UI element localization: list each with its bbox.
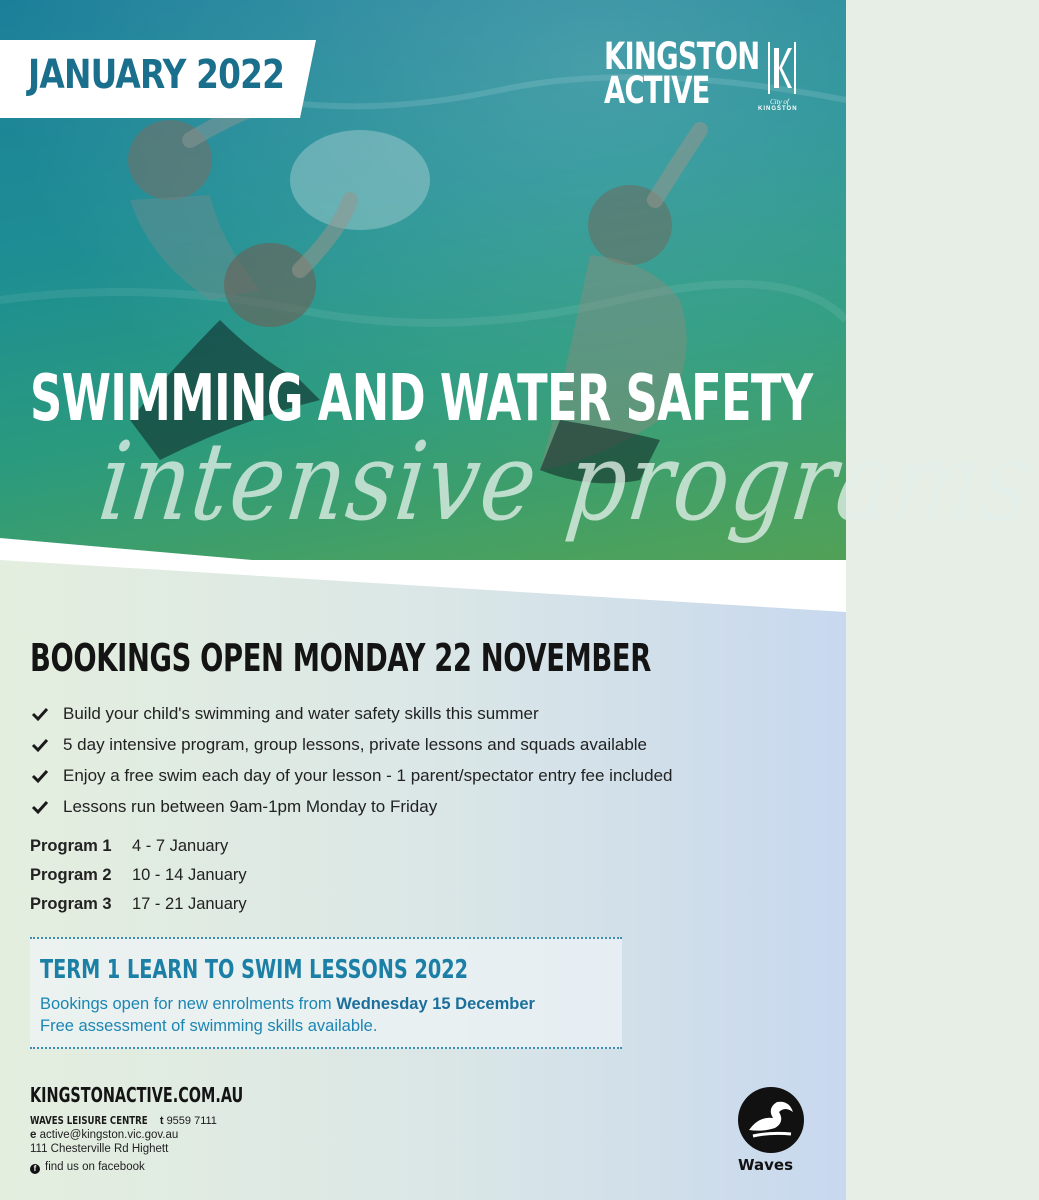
section-top-edge (0, 560, 846, 640)
waves-label: Waves (738, 1156, 794, 1174)
list-item (30, 698, 673, 729)
program-dates (30, 832, 247, 919)
program-label: Program 1 (30, 837, 112, 855)
logo-kingston-small: KINGSTON (758, 106, 798, 112)
list-item-text: Enjoy a free swim each day of your lesson - 1 parent/spectator entry fee included (63, 765, 673, 785)
program-label: Program 3 (30, 895, 112, 913)
term-bookings-line (40, 995, 535, 1014)
program-row (30, 832, 247, 861)
email-line (30, 1129, 178, 1141)
program-row (30, 861, 247, 890)
term-open-date: Wednesday 15 December (336, 995, 535, 1013)
list-item-text: 5 day intensive program, group lessons, private lessons and squads available (63, 734, 648, 754)
centre-name: WAVES LEISURE CENTRE (30, 1114, 148, 1127)
term-title: TERM 1 LEARN TO SWIM LESSONS 2022 (40, 955, 468, 985)
term-line-prefix: Bookings open for new enrolments from (40, 995, 337, 1013)
list-item (30, 760, 673, 791)
phone-number: 9559 7111 (166, 1115, 217, 1127)
facebook-line[interactable] (30, 1161, 145, 1174)
program-dates-text: 4 - 7 January (132, 837, 229, 855)
city-of-kingston-k-icon (768, 42, 796, 94)
email-address[interactable]: active@kingston.vic.gov.au (39, 1129, 179, 1141)
benefits-list (30, 698, 673, 822)
logo-city-of: City of (770, 98, 789, 106)
check-icon (30, 704, 50, 724)
list-item-text: Lessons run between 9am-1pm Monday to Friday (63, 796, 438, 816)
list-item (30, 791, 673, 822)
check-icon (30, 735, 50, 755)
facebook-icon: f (30, 1164, 40, 1174)
check-icon (30, 797, 50, 817)
check-icon (30, 766, 50, 786)
website-link[interactable]: KINGSTONACTIVE.COM.AU (30, 1083, 244, 1107)
centre-contact (30, 1114, 217, 1127)
program-label: Program 2 (30, 866, 112, 884)
script-subtitle: intensive programs (93, 420, 1039, 545)
program-dates-text: 17 - 21 January (132, 895, 247, 913)
phone-prefix: t (159, 1115, 164, 1127)
address-line: 111 Chesterville Rd Highett (30, 1143, 169, 1155)
waves-logo-icon (737, 1086, 805, 1154)
bookings-heading: BOOKINGS OPEN MONDAY 22 NOVEMBER (30, 636, 651, 680)
facebook-text: find us on facebook (45, 1161, 145, 1173)
list-item-text: Build your child's swimming and water safety skills this summer (63, 703, 539, 723)
term-assessment-line: Free assessment of swimming skills available. (40, 1017, 378, 1035)
date-label: JANUARY 2022 (28, 52, 285, 98)
term-1-box (30, 937, 622, 1049)
program-dates-text: 10 - 14 January (132, 866, 247, 884)
list-item (30, 729, 673, 760)
logo-line-1: KINGSTON (604, 35, 760, 78)
program-row (30, 890, 247, 919)
email-prefix: e (30, 1129, 37, 1141)
page-title: SWIMMING AND WATER SAFETY (30, 362, 813, 436)
logo-line-2: ACTIVE (604, 69, 710, 112)
